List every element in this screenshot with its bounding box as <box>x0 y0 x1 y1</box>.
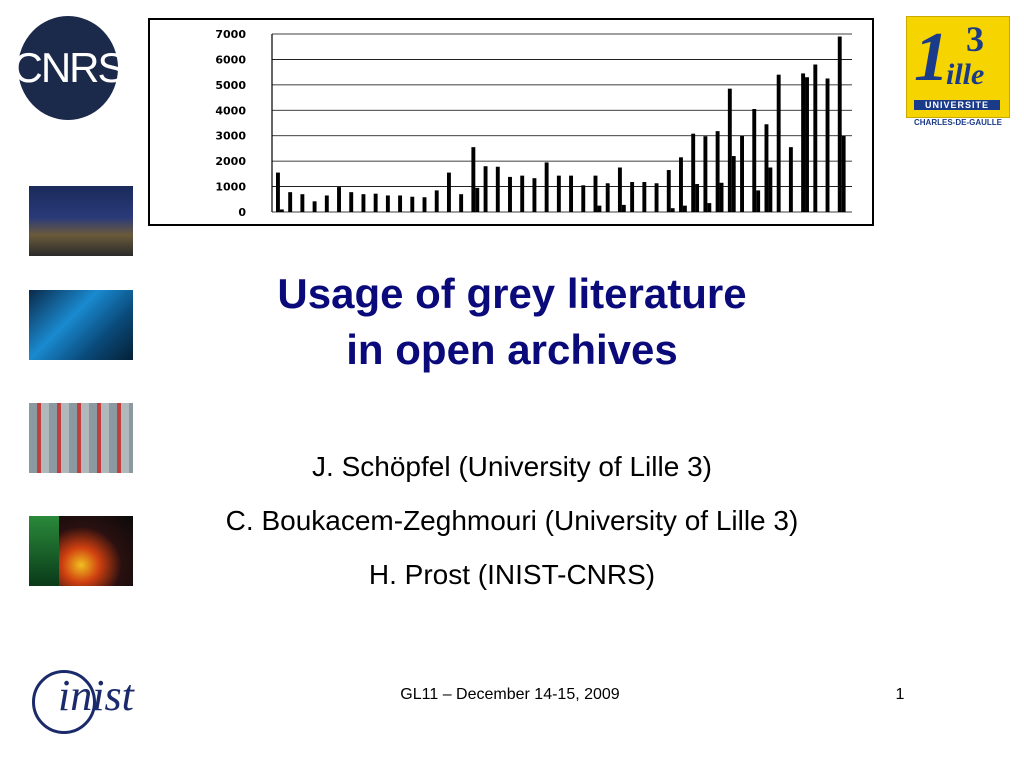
bar-series-1 <box>618 168 622 213</box>
bar-series-2 <box>671 208 675 212</box>
bar-series-1 <box>459 194 463 212</box>
chart-svg <box>150 20 872 224</box>
bar-series-2 <box>475 188 479 212</box>
bar-series-1 <box>325 195 329 212</box>
bar-series-1 <box>557 176 561 212</box>
bar-series-1 <box>398 195 402 212</box>
y-tick-label: 1000 <box>215 180 246 194</box>
bar-series-1 <box>386 195 390 212</box>
bar-series-1 <box>777 75 781 212</box>
cnrs-logo <box>12 16 124 120</box>
bar-series-1 <box>361 194 365 212</box>
bar-series-1 <box>374 194 378 212</box>
bar-series-1 <box>752 109 756 212</box>
inist-logo-text: inist <box>58 671 134 720</box>
bar-series-1 <box>594 176 598 212</box>
bar-series-2 <box>805 77 809 212</box>
bar-series-1 <box>435 190 439 212</box>
slide-title-line-2: in open archives <box>346 326 678 373</box>
bar-series-1 <box>313 201 317 212</box>
bar-series-2 <box>732 156 736 212</box>
y-tick-label: 4000 <box>215 104 246 118</box>
author-line: J. Schöpfel (University of Lille 3) <box>312 451 712 482</box>
thumbnail-building-night <box>29 186 133 256</box>
bar-series-2 <box>842 136 846 212</box>
bar-series-1 <box>471 147 475 212</box>
bar-series-1 <box>606 183 610 212</box>
bar-series-1 <box>679 157 683 212</box>
thumbnail-lab-blue <box>29 290 133 360</box>
bar-series-1 <box>337 187 341 212</box>
bar-series-1 <box>545 162 549 212</box>
bar-series-1 <box>508 177 512 212</box>
bar-series-1 <box>813 65 817 212</box>
bar-series-1 <box>276 173 280 212</box>
bar-series-1 <box>581 185 585 212</box>
y-tick-label: 6000 <box>215 53 246 67</box>
footer-conference: GL11 – December 14-15, 2009 <box>400 686 620 703</box>
y-tick-label: 2000 <box>215 155 246 169</box>
bar-series-1 <box>520 176 524 212</box>
bar-series-1 <box>447 173 451 212</box>
bar-series-1 <box>801 73 805 212</box>
bar-series-2 <box>707 203 711 212</box>
bar-series-1 <box>288 192 292 212</box>
bar-series-1 <box>728 89 732 212</box>
bar-series-1 <box>569 176 573 212</box>
lille3-logo-university: UNIVERSITE <box>914 100 1000 110</box>
slide-title-line-1: Usage of grey literature <box>277 270 747 317</box>
bar-series-1 <box>716 131 720 212</box>
cnrs-logo-text: CNRS <box>12 44 124 91</box>
bar-series-1 <box>765 124 769 212</box>
bar-series-1 <box>703 136 707 212</box>
lille3-logo-numeral-1: 1 <box>914 19 949 96</box>
bar-series-2 <box>280 209 284 212</box>
bar-series-2 <box>720 183 724 212</box>
bar-series-1 <box>789 147 793 212</box>
bar-series-1 <box>349 192 353 212</box>
bar-series-2 <box>597 206 601 212</box>
bar-series-1 <box>826 79 830 213</box>
bar-series-2 <box>622 205 626 212</box>
inist-logo <box>28 664 178 730</box>
y-tick-label: 3000 <box>215 129 246 143</box>
y-tick-label: 5000 <box>215 78 246 92</box>
bar-series-1 <box>423 197 427 212</box>
bar-series-1 <box>667 170 671 212</box>
y-tick-label: 0 <box>238 206 246 219</box>
lille3-logo-subtitle: CHARLES-DE-GAULLE <box>914 118 1002 127</box>
bar-series-1 <box>484 166 488 212</box>
author-line: H. Prost (INIST-CNRS) <box>368 559 656 590</box>
bar-series-1 <box>630 182 634 212</box>
bar-series-1 <box>300 194 304 212</box>
author-list <box>100 440 924 602</box>
bar-series-2 <box>756 190 760 212</box>
bar-series-1 <box>838 37 842 212</box>
lille3-logo <box>906 16 1010 130</box>
bar-series-1 <box>410 197 414 212</box>
author-line: C. Boukacem-Zeghmouri (University of Lille 3) <box>225 505 799 536</box>
bar-series-1 <box>655 183 659 212</box>
page-number: 1 <box>895 686 905 703</box>
bar-series-1 <box>496 167 500 212</box>
lille3-logo-numeral-3: 3 <box>966 19 984 59</box>
bar-series-1 <box>740 136 744 212</box>
bar-series-1 <box>642 182 646 212</box>
bar-series-1 <box>532 178 536 212</box>
bar-series-2 <box>683 206 687 212</box>
bar-series-1 <box>691 134 695 212</box>
slide-title <box>130 266 894 378</box>
y-tick-label: 7000 <box>215 28 246 41</box>
lille3-logo-word: ille <box>946 58 985 91</box>
bar-series-2 <box>695 184 699 212</box>
usage-bar-chart <box>148 18 874 226</box>
bar-series-2 <box>768 168 772 213</box>
